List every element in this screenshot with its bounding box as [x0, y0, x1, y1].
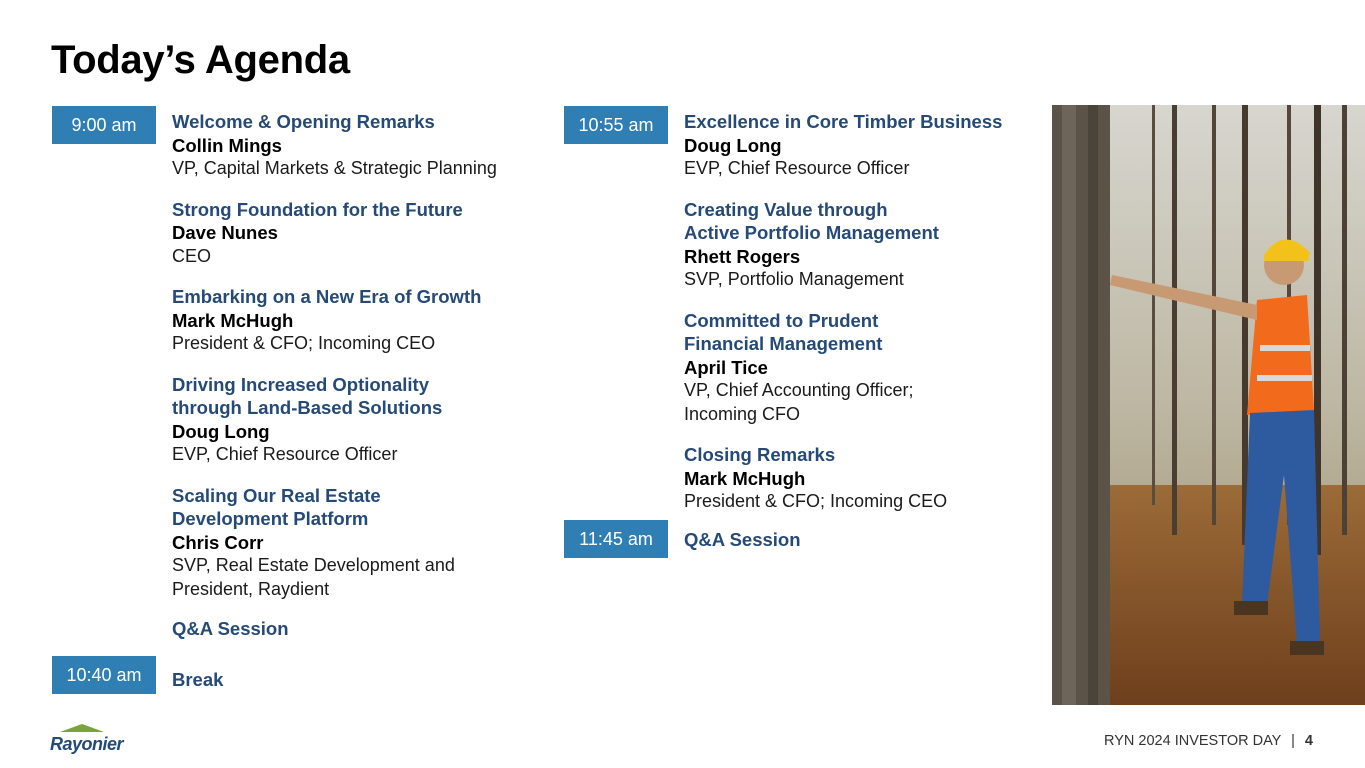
speaker-name: Chris Corr — [172, 531, 264, 553]
session-title: Scaling Our Real Estate Development Platform — [172, 484, 381, 529]
speaker-name: Doug Long — [172, 420, 270, 442]
session-title: Driving Increased Optionality through Land-Based Solutions — [172, 373, 443, 418]
agenda-session — [684, 309, 1044, 427]
rayonier-logo — [50, 722, 123, 755]
speaker-name: Doug Long — [684, 134, 782, 156]
logo-wordmark: Rayonier — [50, 734, 124, 754]
agenda-session — [172, 198, 552, 269]
left-qa-session: Q&A Session — [172, 618, 289, 639]
speaker-role: SVP, Portfolio Management — [684, 269, 904, 289]
forest-photo-illustration — [1052, 105, 1365, 705]
speaker-name: April Tice — [684, 356, 768, 378]
speaker-name: Collin Mings — [172, 134, 282, 156]
session-title: Committed to Prudent Financial Management — [684, 309, 883, 354]
rayonier-tree-mark-icon — [52, 722, 112, 734]
speaker-role: President & CFO; Incoming CEO — [684, 491, 948, 511]
page-number: 4 — [1304, 733, 1313, 749]
session-title: Strong Foundation for the Future — [172, 198, 463, 220]
footer-label: RYN 2024 INVESTOR DAY — [1104, 733, 1282, 749]
footer-separator: | — [1291, 733, 1295, 749]
speaker-name: Rhett Rogers — [684, 245, 801, 267]
time-badge-1040: 10:40 am — [52, 656, 156, 694]
footer — [1104, 733, 1313, 749]
speaker-role: EVP, Chief Resource Officer — [684, 158, 910, 178]
session-title: Embarking on a New Era of Growth — [172, 286, 482, 307]
agenda-session — [172, 484, 552, 602]
speaker-role: President & CFO; Incoming CEO — [172, 333, 436, 353]
agenda-session — [172, 110, 552, 181]
agenda-session — [172, 285, 552, 356]
speaker-role: VP, Capital Markets & Strategic Planning — [172, 158, 497, 178]
speaker-role: EVP, Chief Resource Officer — [172, 444, 398, 464]
agenda-session — [172, 373, 552, 467]
speaker-name: Mark McHugh — [172, 309, 294, 331]
right-qa-session: Q&A Session — [684, 529, 801, 550]
speaker-role: CEO — [172, 245, 212, 266]
speaker-name: Dave Nunes — [172, 222, 278, 243]
session-title: Creating Value through Active Portfolio Management — [684, 198, 939, 243]
agenda-session — [684, 110, 1044, 181]
agenda-session — [684, 198, 1044, 292]
session-title: Closing Remarks — [684, 444, 836, 465]
break-label: Break — [172, 669, 224, 690]
speaker-role: VP, Chief Accounting Officer; Incoming CFO — [684, 380, 914, 424]
time-badge-1145: 11:45 am — [564, 520, 668, 558]
session-title: Welcome & Opening Remarks — [172, 111, 435, 132]
forest-photo — [1052, 105, 1365, 705]
right-agenda-column — [684, 110, 1044, 531]
speaker-role: SVP, Real Estate Development and President, Raydient — [172, 555, 455, 599]
agenda-session — [684, 443, 1044, 514]
page-title: Today’s Agenda — [51, 38, 350, 82]
time-badge-1055: 10:55 am — [564, 106, 668, 144]
session-title: Excellence in Core Timber Business — [684, 111, 1003, 132]
left-agenda-column — [172, 110, 552, 618]
speaker-name: Mark McHugh — [684, 467, 806, 489]
time-badge-900: 9:00 am — [52, 106, 156, 144]
